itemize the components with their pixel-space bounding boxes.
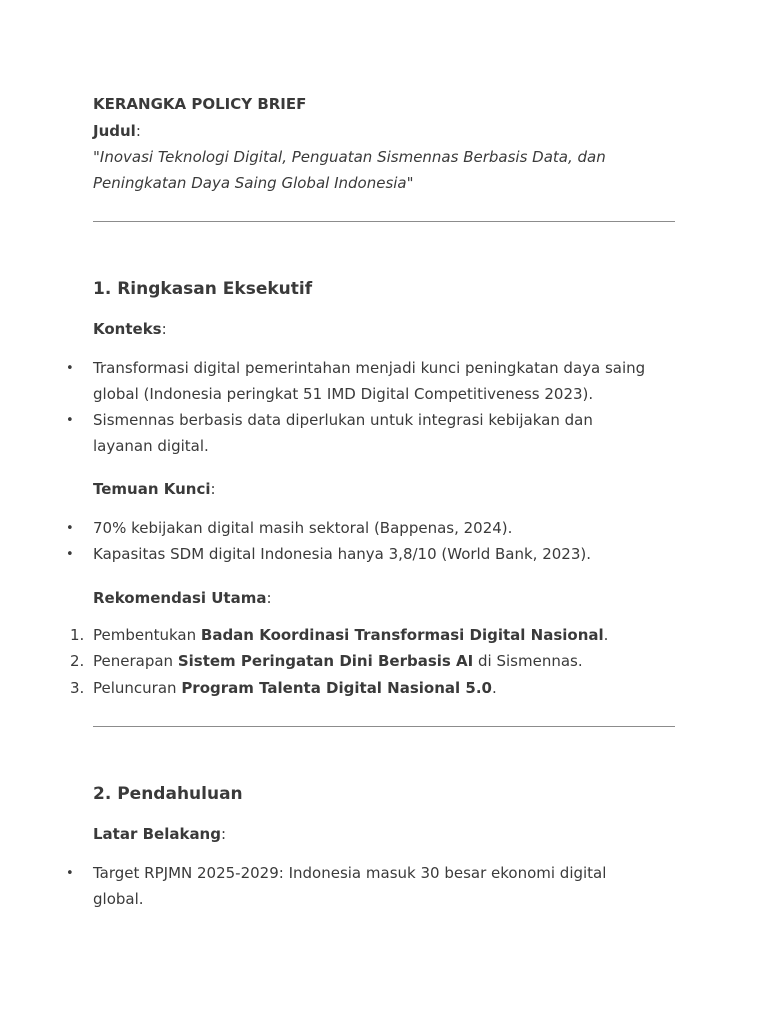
list-number: 2. bbox=[70, 652, 85, 670]
konteks-item-1-line-1: Transformasi digital pemerintahan menjadi kunci peningkatan daya saing bbox=[93, 359, 646, 377]
rekomendasi-prefix: Pembentukan bbox=[93, 626, 201, 644]
title-text-1: Inovasi Teknologi Digital, Penguatan Sismennas Berbasis Data, dan bbox=[99, 148, 606, 166]
rekomendasi-item-1 bbox=[93, 625, 608, 645]
rekomendasi-prefix: Peluncuran bbox=[93, 679, 182, 697]
title-text-2: Peningkatan Daya Saing Global Indonesia bbox=[93, 174, 407, 192]
rekomendasi-item-2 bbox=[93, 651, 583, 671]
konteks-label-line bbox=[93, 319, 167, 339]
latar-label-line bbox=[93, 824, 226, 844]
latar-label: Latar Belakang bbox=[93, 825, 221, 843]
list-number: 1. bbox=[70, 626, 85, 644]
title-line-1 bbox=[93, 147, 606, 167]
rekomendasi-emphasis: Badan Koordinasi Transformasi Digital Nasional bbox=[200, 626, 604, 644]
rekomendasi-item-3 bbox=[93, 678, 497, 698]
temuan-label-line bbox=[93, 479, 216, 499]
latar-colon: : bbox=[220, 825, 227, 843]
temuan-item-2: Kapasitas SDM digital Indonesia hanya 3,8/10 (World Bank, 2023). bbox=[93, 545, 592, 563]
bullet-icon: • bbox=[66, 521, 74, 536]
rekomendasi-suffix: di Sismennas. bbox=[473, 652, 583, 670]
bullet-icon: • bbox=[66, 361, 74, 376]
section-heading-ringkasan: 1. Ringkasan Eksekutif bbox=[93, 279, 313, 299]
temuan-item-1: 70% kebijakan digital masih sektoral (Bappenas, 2024). bbox=[93, 519, 513, 537]
divider bbox=[93, 726, 675, 727]
bullet-icon: • bbox=[66, 413, 74, 428]
title-label-colon: : bbox=[135, 122, 141, 140]
quote-open: " bbox=[93, 148, 100, 166]
temuan-colon: : bbox=[210, 480, 216, 498]
rekomendasi-suffix: . bbox=[603, 626, 609, 644]
konteks-label: Konteks bbox=[93, 320, 162, 338]
konteks-item-1-line-2: global (Indonesia peringkat 51 IMD Digital Competitiveness 2023). bbox=[93, 385, 594, 403]
rekomendasi-prefix: Penerapan bbox=[93, 652, 178, 670]
title-line-2 bbox=[93, 173, 414, 193]
latar-item-1-line-1: Target RPJMN 2025-2029: Indonesia masuk 30 besar ekonomi digital bbox=[93, 864, 607, 882]
konteks-item-2-line-2: layanan digital. bbox=[93, 437, 209, 455]
section-heading-pendahuluan: 2. Pendahuluan bbox=[93, 784, 243, 804]
list-number: 3. bbox=[70, 679, 85, 697]
bullet-icon: • bbox=[66, 547, 74, 562]
rekomendasi-suffix: . bbox=[491, 679, 497, 697]
rekomendasi-label: Rekomendasi Utama bbox=[93, 589, 267, 607]
bullet-icon: • bbox=[66, 866, 74, 881]
quote-close: " bbox=[406, 174, 414, 192]
rekomendasi-colon: : bbox=[266, 589, 272, 607]
title-label: Judul bbox=[93, 122, 136, 140]
latar-item-1-line-2: global. bbox=[93, 890, 144, 908]
divider bbox=[93, 221, 675, 222]
rekomendasi-label-line bbox=[93, 588, 272, 608]
konteks-colon: : bbox=[161, 320, 167, 338]
rekomendasi-emphasis: Program Talenta Digital Nasional 5.0 bbox=[181, 679, 492, 697]
doc-label: KERANGKA POLICY BRIEF bbox=[93, 95, 307, 113]
konteks-item-2-line-1: Sismennas berbasis data diperlukan untuk integrasi kebijakan dan bbox=[93, 411, 593, 429]
rekomendasi-emphasis: Sistem Peringatan Dini Berbasis AI bbox=[177, 652, 474, 670]
title-label-line bbox=[93, 121, 141, 141]
temuan-label: Temuan Kunci bbox=[93, 480, 211, 498]
